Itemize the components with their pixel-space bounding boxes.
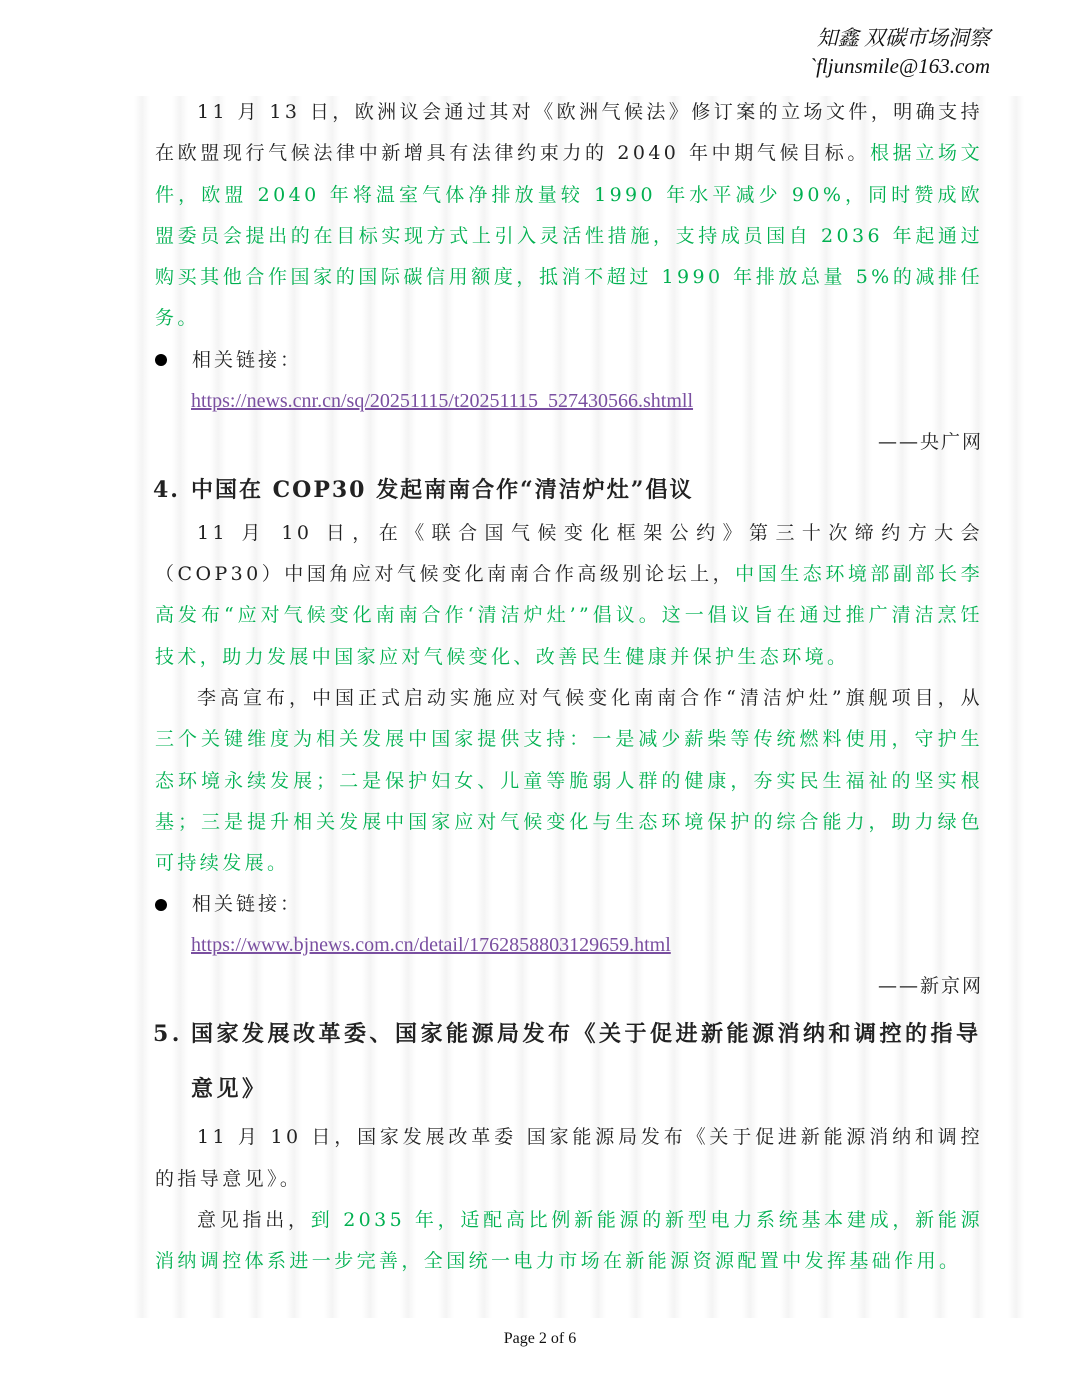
item3-link-label: 相关链接： bbox=[192, 348, 303, 371]
item4-paragraph-2 bbox=[155, 678, 983, 884]
item4-p2-highlight-text: 三个关键维度为相关发展中国家提供支持：一是减少薪柴等传统燃料使用，守护生态环境永续发展；二是保护妇女、儿童等脆弱人群的健康，夯实民生福祉的坚实根基；三是提升相关发展中国家应对气候变化与生态环境保护的综合能力，助力绿色可持续发展。 bbox=[155, 728, 983, 875]
item5-number: 5. bbox=[153, 1021, 183, 1048]
item3-paragraph bbox=[155, 92, 983, 340]
item5-title: 国家发展改革委、国家能源局发布《关于促进新能源消纳和调控的指导意见》 bbox=[191, 1021, 982, 1103]
bullet-icon bbox=[155, 354, 167, 366]
item4-paragraph-1 bbox=[155, 513, 983, 678]
item5-paragraph-1 bbox=[155, 1117, 983, 1200]
header-email: `fljunsmile@163.com bbox=[809, 54, 990, 78]
item4-number: 4. bbox=[153, 476, 180, 503]
item4-related-link-row bbox=[155, 884, 983, 925]
item4-p2-text: 李高宣布，中国正式启动实施应对气候变化南南合作“清洁炉灶”旗舰项目，从 bbox=[197, 686, 983, 709]
item4-link-url[interactable]: https://www.bjnews.com.cn/detail/1762858803129659.html bbox=[191, 934, 671, 957]
item4-source: ——新京网 bbox=[877, 975, 983, 998]
item4-title: 中国在 COP30 发起南南合作“清洁炉灶”倡议 bbox=[191, 476, 694, 503]
item3-related-link-row bbox=[155, 340, 983, 381]
item4-p1-highlight-text: 中国生态环境部副部长李高发布“应对气候变化南南合作‘清洁炉灶’”倡议。这一倡议旨在通过推广清洁烹饪技术，助力发展中国家应对气候变化、改善民生健康并保护生态环境。 bbox=[155, 563, 983, 668]
bullet-icon bbox=[155, 899, 167, 911]
item5-p1-text: 11 月 10 日，国家发展改革委 国家能源局发布《关于促进新能源消纳和调控的指导意见》。 bbox=[155, 1126, 983, 1190]
document-body bbox=[155, 92, 983, 1283]
item5-heading bbox=[155, 1007, 983, 1117]
item4-link-label: 相关链接： bbox=[192, 893, 303, 916]
page-header bbox=[809, 24, 990, 80]
item4-p1-text: 11 月 10 日，在《联合国气候变化框架公约》第三十次缔约方大会（COP30）中国角应对气候变化南南合作高级别论坛上， bbox=[155, 521, 983, 586]
item5-paragraph-2 bbox=[155, 1200, 983, 1283]
item5-p2-text: 意见指出， bbox=[197, 1209, 311, 1232]
item3-highlight-text: 根据立场文件，欧盟 2040 年将温室气体净排放量较 1990 年水平减少 90%，同时赞成欧盟委员会提出的在目标实现方式上引入灵活性措施，支持成员国自 2036 年起通过购买其他合作国家的国际碳信用额度，抵消不超过 1990 年排放总量 5%的减排任务。 bbox=[155, 142, 983, 330]
header-title: 知鑫 双碳市场洞察 bbox=[816, 26, 990, 50]
item5-p2-highlight-text: 到 2035 年，适配高比例新能源的新型电力系统基本建成，新能源消纳调控体系进一步完善，全国统一电力市场在新能源资源配置中发挥基础作用。 bbox=[155, 1209, 983, 1273]
page-number: Page 2 of 6 bbox=[503, 1330, 577, 1347]
item3-link-url[interactable]: https://news.cnr.cn/sq/20251115/t20251115_527430566.shtmll bbox=[191, 389, 694, 412]
item3-source: ——央广网 bbox=[877, 430, 983, 453]
item4-heading bbox=[155, 465, 983, 515]
item3-text: 11 月 13 日，欧洲议会通过其对《欧洲气候法》修订案的立场文件，明确支持在欧盟现行气候法律中新增具有法律约束力的 2040 年中期气候目标。 bbox=[155, 101, 983, 165]
